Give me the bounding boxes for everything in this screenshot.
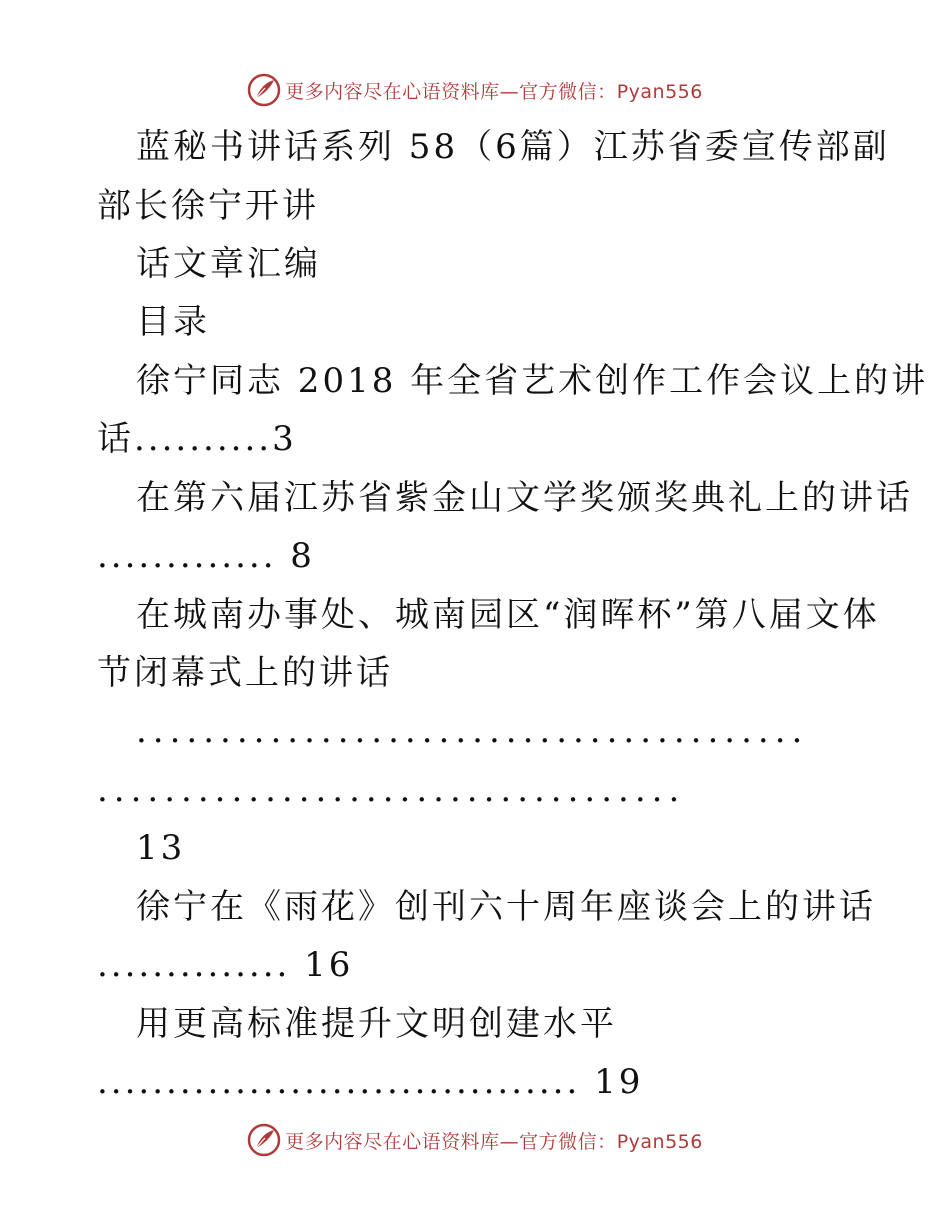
header-watermark-banner — [0, 70, 950, 110]
toc-heading: 目录 — [136, 302, 210, 342]
toc-entry-4-title: 徐宁在《雨花》创刊六十周年座谈会上的讲话 — [136, 887, 876, 927]
toc-entry-4-page: .............. 16 — [97, 945, 354, 985]
feather-pen-logo-icon — [247, 1123, 281, 1157]
doc-title-line-1: 蓝秘书讲话系列 58（6篇）江苏省委宣传部副 — [136, 127, 890, 167]
toc-entry-5-page: ................................... 19 — [97, 1062, 644, 1102]
toc-entry-2-page: ............. 8 — [97, 536, 315, 576]
toc-entry-1-title: 徐宁同志 2018 年全省艺术创作工作会议上的讲 — [136, 361, 929, 401]
banner-text: 更多内容尽在心语资料库—官方微信：Pyan556 — [285, 1130, 703, 1153]
toc-entry-3-title-cont: 节闭幕式上的讲话 — [97, 653, 393, 693]
toc-entry-1-page: 话..........3 — [97, 419, 297, 459]
footer-watermark-banner — [0, 1120, 950, 1160]
banner-text: 更多内容尽在心语资料库—官方微信：Pyan556 — [285, 80, 703, 103]
doc-title-line-2: 部长徐宁开讲 — [97, 186, 319, 226]
toc-entry-3-title: 在城南办事处、城南园区“润晖杯”第八届文体 — [136, 595, 880, 635]
toc-entry-3-page: 13 — [136, 828, 186, 868]
toc-entry-5-title: 用更高标准提升文明创建水平 — [136, 1004, 617, 1044]
toc-entry-3-leader-1: ........................................ — [136, 711, 809, 751]
doc-title-line-3: 话文章汇编 — [136, 244, 321, 284]
toc-entry-2-title: 在第六届江苏省紫金山文学奖颁奖典礼上的讲话 — [136, 478, 913, 518]
toc-entry-3-leader-2: ................................... — [97, 770, 686, 810]
feather-pen-logo-icon — [247, 73, 281, 107]
